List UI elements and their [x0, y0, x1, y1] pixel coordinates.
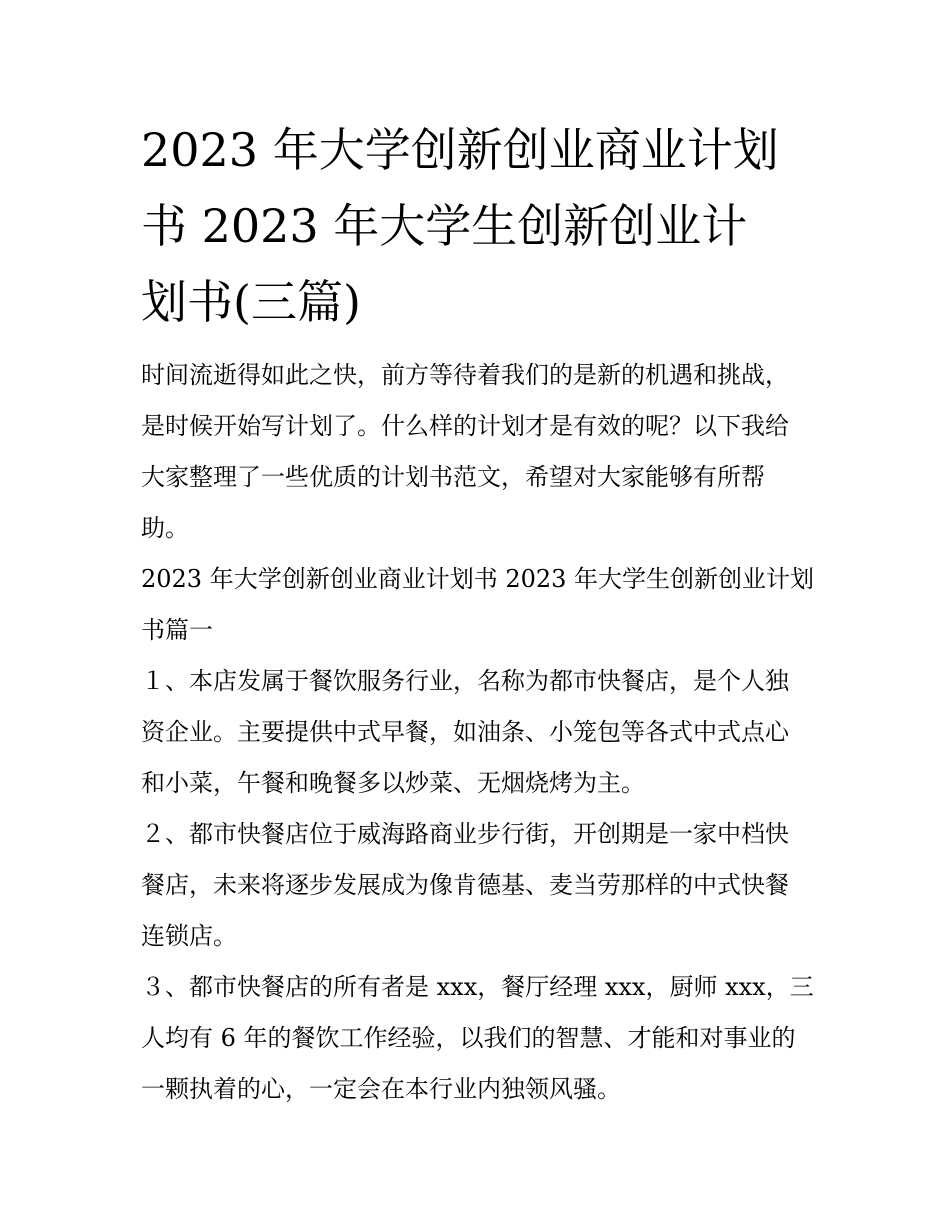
title-line: 划书(三篇) — [141, 275, 361, 329]
list-item-line: 资企业。主要提供中式早餐，如油条、小笼包等各式中式点心 — [141, 718, 789, 746]
list-item — [141, 656, 821, 809]
intro-line: 是时候开始写计划了。什么样的计划才是有效的呢？以下我给 — [141, 412, 789, 440]
intro-paragraph — [141, 350, 821, 554]
list-item-line: 餐店，未来将逐步发展成为像肯德基、麦当劳那样的中式快餐 — [141, 871, 789, 899]
list-item-line: １、本店发属于餐饮服务行业，名称为都市快餐店，是个人独 — [141, 667, 789, 695]
section-heading — [141, 554, 821, 656]
list-item-line: 一颗执着的心，一定会在本行业内独领风骚。 — [141, 1075, 621, 1103]
list-item-line: ２、都市快餐店位于威海路商业步行街，开创期是一家中档快 — [141, 820, 789, 848]
intro-line: 大家整理了一些优质的计划书范文，希望对大家能够有所帮 — [141, 463, 765, 491]
list-item-line: 连锁店。 — [141, 922, 237, 950]
list-item — [141, 962, 821, 1115]
section-heading-line: 书篇一 — [141, 616, 213, 644]
list-item — [141, 809, 821, 962]
intro-line: 时间流逝得如此之快，前方等待着我们的是新的机遇和挑战， — [141, 361, 789, 389]
list-item-line: 人均有 6 年的餐饮工作经验，以我们的智慧、才能和对事业的 — [141, 1024, 796, 1052]
intro-line: 助。 — [141, 514, 189, 542]
section-heading-line: 2023 年大学创新创业商业计划书 2023 年大学生创新创业计划 — [141, 565, 815, 593]
title-line: 书 2023 年大学生创新创业计 — [141, 199, 748, 253]
list-item-line: 和小菜，午餐和晚餐多以炒菜、无烟烧烤为主。 — [141, 769, 645, 797]
title-line: 2023 年大学创新创业商业计划 — [141, 123, 779, 177]
list-item-line: ３、都市快餐店的所有者是 xxx，餐厅经理 xxx，厨师 xxx，三 — [141, 973, 814, 1001]
document-content — [141, 112, 821, 1115]
document-title — [141, 112, 821, 340]
